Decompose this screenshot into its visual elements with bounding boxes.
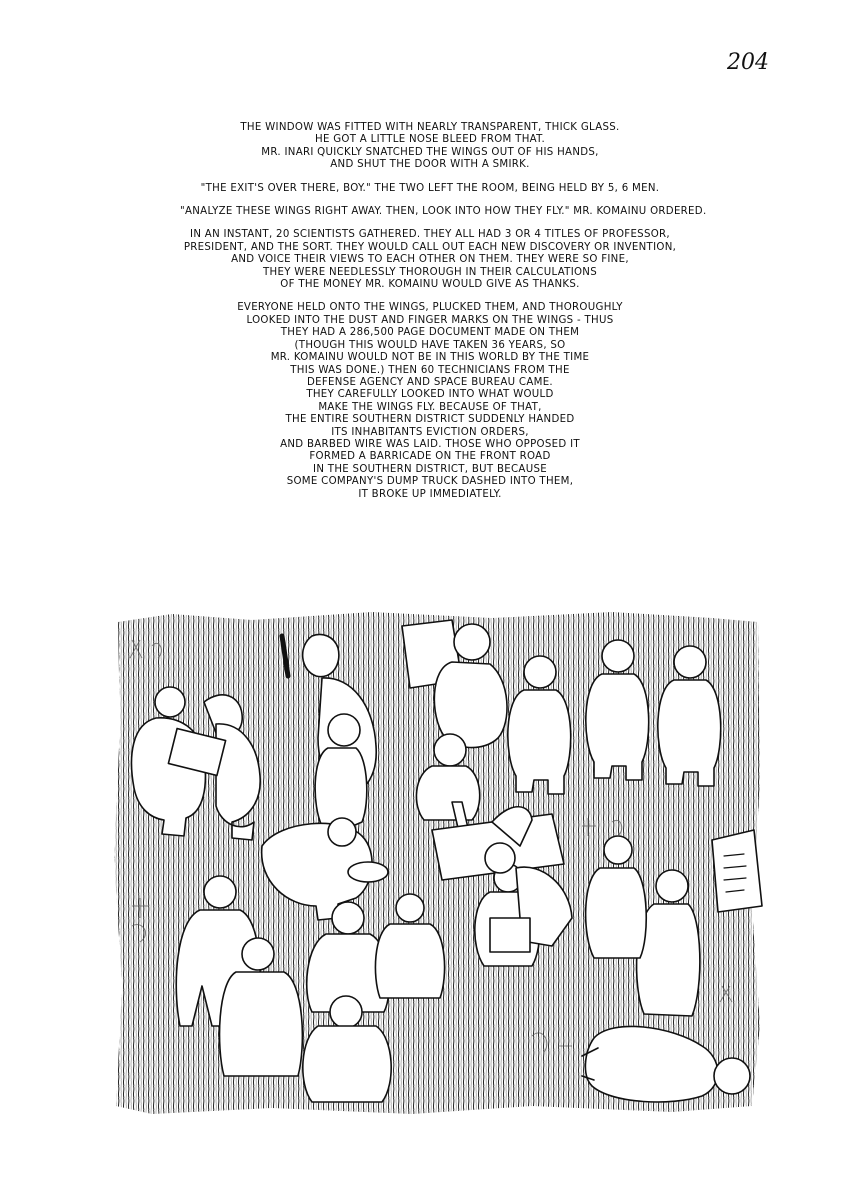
narration-line: FORMED A BARRICADE ON THE FRONT ROAD: [309, 451, 551, 463]
narration-line: THEY CAREFULLY LOOKED INTO WHAT WOULD: [306, 389, 554, 401]
narration-line: IT BROKE UP IMMEDIATELY.: [358, 488, 502, 500]
page-number: 204: [727, 50, 769, 75]
narration-paragraph-2: [180, 183, 680, 195]
narration-line: ITS INHABITANTS EVICTION ORDERS,: [331, 426, 529, 438]
narration-line: "ANALYZE THESE WINGS RIGHT AWAY. THEN, LOOK INTO HOW THEY FLY." MR. KOMAINU ORDERED.: [180, 206, 707, 218]
narration-line: OF THE MONEY MR. KOMAINU WOULD GIVE AS THANKS.: [280, 279, 580, 291]
narration-line: AND VOICE THEIR VIEWS TO EACH OTHER ON THEM. THEY WERE SO FINE,: [231, 254, 629, 266]
narration-line: PRESIDENT, AND THE SORT. THEY WOULD CALL OUT EACH NEW DISCOVERY OR INVENTION,: [183, 241, 677, 253]
narration-line: AND BARBED WIRE WAS LAID. THOSE WHO OPPOSED IT: [280, 438, 580, 450]
narration-line: IN THE SOUTHERN DISTRICT, BUT BECAUSE: [313, 463, 547, 475]
narration-line: (THOUGH THIS WOULD HAVE TAKEN 36 YEARS, SO: [294, 339, 566, 351]
narration-line: "THE EXIT'S OVER THERE, BOY." THE TWO LEFT THE ROOM, BEING HELD BY 5, 6 MEN.: [200, 182, 660, 194]
narration-line: AND SHUT THE DOOR WITH A SMIRK.: [330, 159, 530, 171]
scientists-illustration: [112, 606, 764, 1118]
narration-line: THIS WAS DONE.) THEN 60 TECHNICIANS FROM THE: [290, 364, 570, 376]
narration-line: THE ENTIRE SOUTHERN DISTRICT SUDDENLY HANDED: [285, 414, 575, 426]
narration-line: HE GOT A LITTLE NOSE BLEED FROM THAT.: [314, 134, 545, 146]
narration-line: MR. INARI QUICKLY SNATCHED THE WINGS OUT OF HIS HANDS,: [261, 146, 599, 158]
narration-paragraph-5: [180, 302, 680, 501]
narration-line: THEY WERE NEEDLESSLY THOROUGH IN THEIR CALCULATIONS: [262, 266, 597, 278]
narration-line: SOME COMPANY'S DUMP TRUCK DASHED INTO THEM,: [286, 476, 574, 488]
narration-line: IN AN INSTANT, 20 SCIENTISTS GATHERED. THEY ALL HAD 3 OR 4 TITLES OF PROFESSOR,: [190, 229, 670, 241]
narration-paragraph-1: [180, 122, 680, 172]
narration-line: DEFENSE AGENCY AND SPACE BUREAU CAME.: [307, 376, 553, 388]
narration-line: LOOKED INTO THE DUST AND FINGER MARKS ON THE WINGS - THUS: [246, 314, 614, 326]
narration-paragraph-3: [180, 206, 707, 218]
narration-line: THE WINDOW WAS FITTED WITH NEARLY TRANSPARENT, THICK GLASS.: [240, 122, 620, 133]
narration-line: THEY HAD A 286,500 PAGE DOCUMENT MADE ON THEM: [280, 327, 580, 339]
narration-paragraph-4: [180, 229, 680, 291]
narration-text-block: [180, 122, 707, 512]
narration-line: MAKE THE WINGS FLY. BECAUSE OF THAT,: [318, 401, 542, 413]
narration-line: MR. KOMAINU WOULD NOT BE IN THIS WORLD BY THE TIME: [270, 352, 590, 364]
narration-line: EVERYONE HELD ONTO THE WINGS, PLUCKED THEM, AND THOROUGHLY: [237, 302, 623, 314]
